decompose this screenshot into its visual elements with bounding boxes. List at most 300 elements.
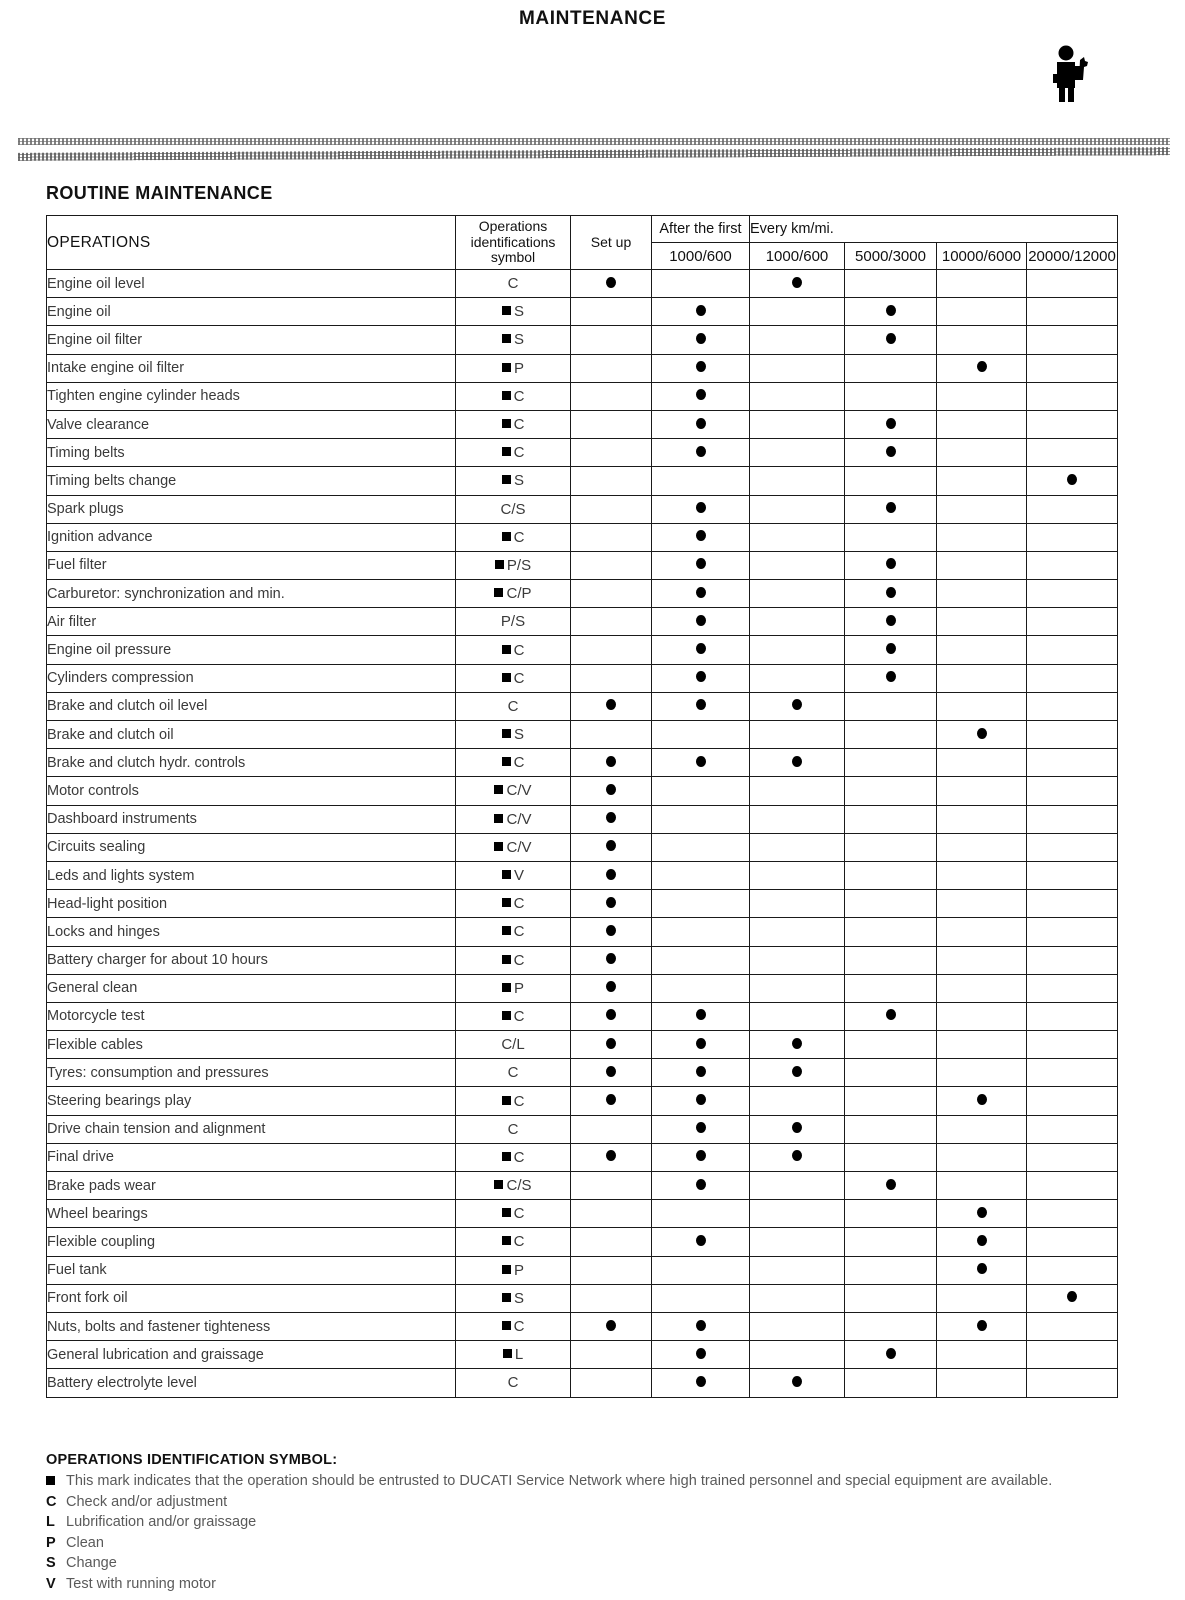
service-network-square-icon [502,1096,511,1105]
section-heading: ROUTINE MAINTENANCE [46,183,273,203]
operation-symbol [456,1172,571,1200]
service-network-square-icon [494,842,503,851]
cell-every-1000-600 [750,1172,845,1200]
cell-every-20000-12000 [1027,805,1118,833]
cell-every-1000-600 [750,636,845,664]
cell-set-up [571,664,652,692]
cell-set-up [571,805,652,833]
operation-name: Intake engine oil filter [47,354,456,382]
interval-dot-icon [886,1179,896,1190]
interval-dot-icon [606,1038,616,1049]
cell-every-5000-3000 [845,918,937,946]
service-network-square-icon [502,1265,511,1274]
cell-every-10000-6000 [937,298,1027,326]
operation-symbol [456,974,571,1002]
operation-symbol [456,410,571,438]
interval-dot-icon [696,643,706,654]
interval-dot-icon [696,1179,706,1190]
cell-every-1000-600 [750,1200,845,1228]
interval-dot-icon [696,671,706,682]
operation-symbol [456,721,571,749]
operation-name: Wheel bearings [47,1200,456,1228]
service-network-square-icon [502,898,511,907]
table-row [47,523,1118,551]
service-network-square-icon [502,1011,511,1020]
cell-every-10000-6000 [937,326,1027,354]
service-network-square-icon [502,475,511,484]
operation-name: Circuits sealing [47,833,456,861]
cell-after-first-1000-600 [652,1172,750,1200]
interval-dot-icon [977,728,987,739]
cell-set-up [571,833,652,861]
cell-every-5000-3000 [845,1284,937,1312]
interval-dot-icon [886,643,896,654]
cell-after-first-1000-600 [652,721,750,749]
service-network-square-icon [502,983,511,992]
cell-after-first-1000-600 [652,777,750,805]
table-row [47,270,1118,298]
operation-name: Steering bearings play [47,1087,456,1115]
table-head [47,216,1118,270]
header-operations: OPERATIONS [47,216,456,270]
interval-dot-icon [977,361,987,372]
cell-after-first-1000-600 [652,1341,750,1369]
cell-every-20000-12000 [1027,946,1118,974]
service-network-square-icon [502,1321,511,1330]
cell-every-1000-600 [750,1341,845,1369]
operation-name: Brake and clutch oil [47,721,456,749]
operation-symbol-letters: S [513,1289,524,1307]
cell-every-5000-3000 [845,270,937,298]
cell-every-20000-12000 [1027,974,1118,1002]
operation-symbol-letters: C/S [506,1177,532,1195]
cell-every-10000-6000 [937,890,1027,918]
service-network-square-icon [503,1349,512,1358]
cell-after-first-1000-600 [652,608,750,636]
cell-after-first-1000-600 [652,439,750,467]
cell-set-up [571,551,652,579]
cell-every-10000-6000 [937,721,1027,749]
interval-dot-icon [886,305,896,316]
interval-dot-icon [696,333,706,344]
interval-dot-icon [606,699,616,710]
cell-every-10000-6000 [937,1369,1027,1397]
table-row [47,608,1118,636]
cell-set-up [571,410,652,438]
operation-symbol [456,495,571,523]
operation-name: Cylinders compression [47,664,456,692]
table-row [47,551,1118,579]
operation-name: Battery charger for about 10 hours [47,946,456,974]
cell-every-10000-6000 [937,918,1027,946]
service-network-square-icon [502,870,511,879]
table-row [47,861,1118,889]
operation-symbol [456,1143,571,1171]
cell-every-5000-3000 [845,551,937,579]
service-network-square-icon [46,1476,55,1485]
interval-dot-icon [696,1376,706,1387]
cell-every-20000-12000 [1027,861,1118,889]
operation-symbol [456,382,571,410]
table-row [47,692,1118,720]
table-row [47,777,1118,805]
cell-every-10000-6000 [937,580,1027,608]
interval-dot-icon [696,1094,706,1105]
cell-every-5000-3000 [845,495,937,523]
service-network-square-icon [495,560,504,569]
operation-name: General clean [47,974,456,1002]
operation-name: Leds and lights system [47,861,456,889]
cell-set-up [571,495,652,523]
interval-dot-icon [886,615,896,626]
cell-every-20000-12000 [1027,1256,1118,1284]
operation-symbol-letters: C [507,1064,519,1082]
operation-name: Timing belts change [47,467,456,495]
header-symbol-line3: symbol [490,249,536,266]
cell-every-1000-600 [750,495,845,523]
cell-every-5000-3000 [845,1115,937,1143]
service-network-square-icon [502,391,511,400]
cell-every-1000-600 [750,326,845,354]
cell-every-1000-600 [750,974,845,1002]
cell-every-1000-600 [750,298,845,326]
table-row [47,974,1118,1002]
cell-every-5000-3000 [845,692,937,720]
table-row [47,1369,1118,1397]
cell-set-up [571,1312,652,1340]
cell-every-10000-6000 [937,1284,1027,1312]
operation-name: Fuel tank [47,1256,456,1284]
cell-after-first-1000-600 [652,1059,750,1087]
cell-every-5000-3000 [845,636,937,664]
cell-every-5000-3000 [845,1087,937,1115]
interval-dot-icon [792,1066,802,1077]
cell-every-5000-3000 [845,1200,937,1228]
interval-dot-icon [696,446,706,457]
legend-description: Clean [66,1534,104,1551]
cell-set-up [571,1002,652,1030]
operation-symbol-letters: C [513,923,525,941]
legend-description: Test with running motor [66,1575,216,1592]
table-row [47,410,1118,438]
legend-description: Change [66,1555,117,1572]
cell-set-up [571,326,652,354]
operation-name: Engine oil level [47,270,456,298]
operation-name: Tighten engine cylinder heads [47,382,456,410]
table-row [47,721,1118,749]
cell-every-10000-6000 [937,692,1027,720]
interval-dot-icon [792,277,802,288]
table-row [47,664,1118,692]
operation-symbol [456,1087,571,1115]
interval-dot-icon [696,699,706,710]
operation-name: Engine oil filter [47,326,456,354]
interval-dot-icon [886,333,896,344]
cell-after-first-1000-600 [652,410,750,438]
cell-after-first-1000-600 [652,1002,750,1030]
interval-dot-icon [696,558,706,569]
operation-symbol-letters: C/V [506,782,532,800]
cell-every-5000-3000 [845,1312,937,1340]
cell-after-first-1000-600 [652,1369,750,1397]
cell-set-up [571,946,652,974]
interval-dot-icon [1067,1291,1077,1302]
cell-every-1000-600 [750,467,845,495]
cell-set-up [571,692,652,720]
cell-after-first-1000-600 [652,1312,750,1340]
legend-item [46,1492,1136,1513]
cell-every-20000-12000 [1027,890,1118,918]
operation-symbol-letters: C [513,1092,525,1110]
cell-every-5000-3000 [845,833,937,861]
operation-name: Front fork oil [47,1284,456,1312]
cell-after-first-1000-600 [652,298,750,326]
operation-symbol-letters: C [513,1233,525,1251]
cell-set-up [571,580,652,608]
operation-name: Motor controls [47,777,456,805]
operation-symbol-letters: C [507,275,519,293]
cell-every-5000-3000 [845,1369,937,1397]
cell-every-5000-3000 [845,1143,937,1171]
service-network-square-icon [502,645,511,654]
cell-every-10000-6000 [937,1002,1027,1030]
cell-every-5000-3000 [845,805,937,833]
page-title: MAINTENANCE [519,8,666,29]
service-network-square-icon [502,729,511,738]
table-row [47,1172,1118,1200]
cell-every-1000-600 [750,692,845,720]
operation-name: Air filter [47,608,456,636]
cell-set-up [571,270,652,298]
cell-every-20000-12000 [1027,1115,1118,1143]
cell-every-10000-6000 [937,946,1027,974]
table-row [47,298,1118,326]
table-row [47,495,1118,523]
cell-every-10000-6000 [937,1059,1027,1087]
cell-every-10000-6000 [937,1256,1027,1284]
interval-dot-icon [606,1094,616,1105]
interval-dot-icon [886,587,896,598]
operation-symbol-letters: C [507,697,519,715]
interval-dot-icon [606,784,616,795]
operation-symbol-letters: C [507,1120,519,1138]
operation-symbol-letters: C/V [506,838,532,856]
cell-after-first-1000-600 [652,1256,750,1284]
cell-after-first-1000-600 [652,1228,750,1256]
cell-every-20000-12000 [1027,664,1118,692]
cell-every-1000-600 [750,749,845,777]
cell-every-10000-6000 [937,749,1027,777]
legend-description: This mark indicates that the operation should be entrusted to DUCATI Service Network where high trained personnel and special equipment are available. [66,1473,1053,1489]
cell-every-1000-600 [750,833,845,861]
cell-every-1000-600 [750,523,845,551]
cell-after-first-1000-600 [652,861,750,889]
interval-dot-icon [792,1122,802,1133]
legend-item [46,1574,1136,1595]
operation-name: Flexible coupling [47,1228,456,1256]
interval-dot-icon [696,615,706,626]
cell-every-20000-12000 [1027,608,1118,636]
interval-dot-icon [792,1376,802,1387]
table-row [47,1115,1118,1143]
operation-symbol [456,890,571,918]
cell-every-1000-600 [750,1143,845,1171]
table-row [47,918,1118,946]
cell-every-10000-6000 [937,1228,1027,1256]
cell-every-20000-12000 [1027,551,1118,579]
operation-symbol-letters: C [507,1374,519,1392]
interval-dot-icon [606,1066,616,1077]
interval-dot-icon [696,418,706,429]
table-row [47,1002,1118,1030]
operation-symbol [456,439,571,467]
cell-set-up [571,1031,652,1059]
cell-every-20000-12000 [1027,833,1118,861]
operation-symbol-letters: P/S [506,556,532,574]
legend-description: Lubrification and/or graissage [66,1514,257,1531]
operation-symbol [456,636,571,664]
legend-key-letter: S [46,1555,56,1572]
interval-dot-icon [886,446,896,457]
cell-after-first-1000-600 [652,326,750,354]
cell-every-1000-600 [750,439,845,467]
cell-every-20000-12000 [1027,1312,1118,1340]
operation-symbol-letters: C [513,1205,525,1223]
interval-dot-icon [606,277,616,288]
cell-every-1000-600 [750,580,845,608]
operation-symbol [456,354,571,382]
service-network-square-icon [494,785,503,794]
interval-dot-icon [696,1122,706,1133]
cell-every-1000-600 [750,382,845,410]
cell-every-10000-6000 [937,495,1027,523]
cell-after-first-1000-600 [652,833,750,861]
cell-set-up [571,861,652,889]
interval-dot-icon [696,1009,706,1020]
operation-symbol-letters: S [513,303,524,321]
legend-key-letter: C [46,1493,57,1510]
cell-every-20000-12000 [1027,1031,1118,1059]
service-network-square-icon [502,926,511,935]
cell-every-10000-6000 [937,467,1027,495]
interval-dot-icon [886,1009,896,1020]
cell-set-up [571,1284,652,1312]
cell-after-first-1000-600 [652,1284,750,1312]
cell-every-10000-6000 [937,410,1027,438]
operation-symbol [456,946,571,974]
operation-symbol-letters: C [513,754,525,772]
operation-name: Brake pads wear [47,1172,456,1200]
cell-every-10000-6000 [937,354,1027,382]
legend-key-letter: V [46,1575,56,1592]
legend-item [46,1533,1136,1554]
table-row [47,1284,1118,1312]
cell-set-up [571,749,652,777]
interval-dot-icon [696,530,706,541]
service-network-square-icon [502,955,511,964]
interval-dot-icon [696,305,706,316]
cell-set-up [571,354,652,382]
interval-dot-icon [977,1235,987,1246]
interval-dot-icon [696,1235,706,1246]
operation-symbol [456,692,571,720]
cell-every-5000-3000 [845,1031,937,1059]
cell-every-1000-600 [750,608,845,636]
interval-dot-icon [696,1038,706,1049]
cell-every-1000-600 [750,1284,845,1312]
cell-every-5000-3000 [845,1228,937,1256]
cell-every-5000-3000 [845,664,937,692]
cell-set-up [571,1087,652,1115]
legend-item [46,1553,1136,1574]
operation-name: Nuts, bolts and fastener tighteness [47,1312,456,1340]
cell-every-20000-12000 [1027,1172,1118,1200]
cell-after-first-1000-600 [652,890,750,918]
interval-dot-icon [606,1009,616,1020]
cell-after-first-1000-600 [652,1115,750,1143]
service-network-square-icon [502,1293,511,1302]
operation-name: Fuel filter [47,551,456,579]
cell-every-20000-12000 [1027,777,1118,805]
operation-symbol-letters: P [513,359,524,377]
interval-dot-icon [696,756,706,767]
cell-every-5000-3000 [845,777,937,805]
service-network-square-icon [502,1236,511,1245]
cell-every-20000-12000 [1027,1059,1118,1087]
operation-symbol [456,1200,571,1228]
cell-every-10000-6000 [937,439,1027,467]
cell-every-5000-3000 [845,608,937,636]
table-row [47,1341,1118,1369]
interval-dot-icon [606,925,616,936]
interval-dot-icon [606,1150,616,1161]
cell-every-20000-12000 [1027,1087,1118,1115]
cell-every-10000-6000 [937,805,1027,833]
cell-every-20000-12000 [1027,270,1118,298]
cell-every-1000-600 [750,721,845,749]
service-network-square-icon [502,419,511,428]
routine-maintenance-table [46,215,1118,1398]
operation-symbol-letters: C [513,1148,525,1166]
cell-every-20000-12000 [1027,298,1118,326]
cell-set-up [571,298,652,326]
interval-dot-icon [606,953,616,964]
cell-after-first-1000-600 [652,580,750,608]
operation-symbol-letters: C [513,444,525,462]
interval-dot-icon [886,558,896,569]
operation-symbol [456,918,571,946]
cell-every-5000-3000 [845,410,937,438]
cell-every-5000-3000 [845,1059,937,1087]
operation-name: Flexible cables [47,1031,456,1059]
cell-every-10000-6000 [937,1312,1027,1340]
header-symbol-line2: identifications [470,233,556,250]
legend-rows [46,1471,1136,1594]
legend-key-letter: L [46,1514,55,1531]
header-after-the-first: After the first [652,216,750,243]
interval-dot-icon [792,1038,802,1049]
cell-set-up [571,1115,652,1143]
interval-dot-icon [696,1150,706,1161]
operation-symbol [456,326,571,354]
cell-every-10000-6000 [937,1172,1027,1200]
cell-set-up [571,1059,652,1087]
cell-set-up [571,777,652,805]
interval-dot-icon [606,840,616,851]
operation-symbol-letters: V [513,867,524,885]
cell-every-1000-600 [750,1002,845,1030]
table-row [47,467,1118,495]
